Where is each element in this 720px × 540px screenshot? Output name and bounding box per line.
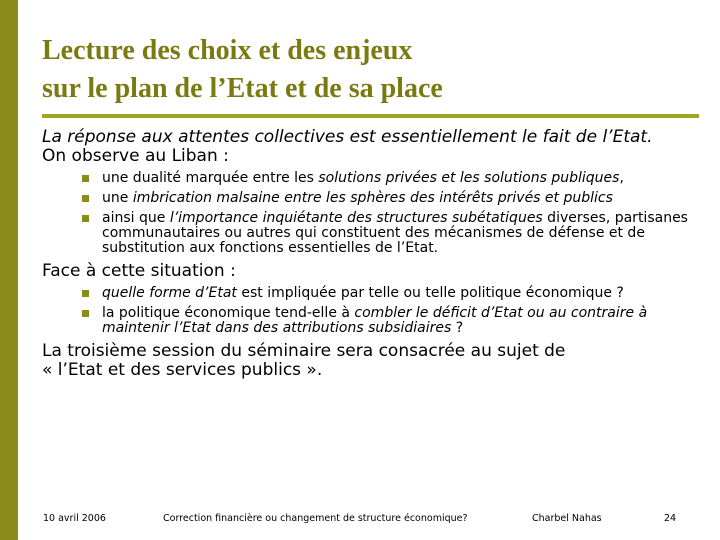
list-item: une dualité marquée entre les solutions privées et les solutions publiques, <box>42 171 702 186</box>
list-item: la politique économique tend-elle à combler le déficit d’Etat ou au contraire à maintenir l’Etat dans des attributions subsidiaires ? <box>42 306 702 336</box>
square-bullet-icon <box>82 290 89 297</box>
footer-author: Charbel Nahas <box>532 513 602 524</box>
footer-title: Correction financière ou changement de structure économique? <box>163 513 468 524</box>
list-item: une imbrication malsaine entre les sphères des intérêts privés et publics <box>42 191 702 206</box>
title-line-2: sur le plan de l’Etat et de sa place <box>42 73 443 104</box>
liban-observation-list <box>42 171 702 256</box>
conclusion-line-1: La troisième session du séminaire sera consacrée au sujet de <box>42 341 566 361</box>
title-divider <box>42 114 699 118</box>
square-bullet-icon <box>82 310 89 317</box>
situation-question-list <box>42 286 702 336</box>
square-bullet-icon <box>82 215 89 222</box>
list-item: quelle forme d’Etat est impliquée par telle ou telle politique économique ? <box>42 286 702 301</box>
square-bullet-icon <box>82 175 89 182</box>
slide-title <box>42 32 443 108</box>
slide-body <box>42 128 702 380</box>
left-accent-bar <box>0 0 18 540</box>
intro-line-2: On observe au Liban : <box>42 146 229 166</box>
intro-line-1: La réponse aux attentes collectives est essentiellement le fait de l’Etat. <box>42 127 653 147</box>
list-item: ainsi que l’importance inquiétante des structures subétatiques diverses, partisanes communautaires ou autres qui constituent des mécanismes de défense et de substitution aux fonctions essentielles de l’Etat. <box>42 211 702 256</box>
title-line-1: Lecture des choix et des enjeux <box>42 35 413 66</box>
footer-date: 10 avril 2006 <box>43 513 106 524</box>
conclusion-line-2: « l’Etat et des services publics ». <box>42 360 323 380</box>
situation-heading: Face à cette situation : <box>42 261 236 281</box>
intro-text <box>42 128 702 166</box>
conclusion-text <box>42 342 702 380</box>
page-number: 24 <box>664 513 677 524</box>
square-bullet-icon <box>82 195 89 202</box>
